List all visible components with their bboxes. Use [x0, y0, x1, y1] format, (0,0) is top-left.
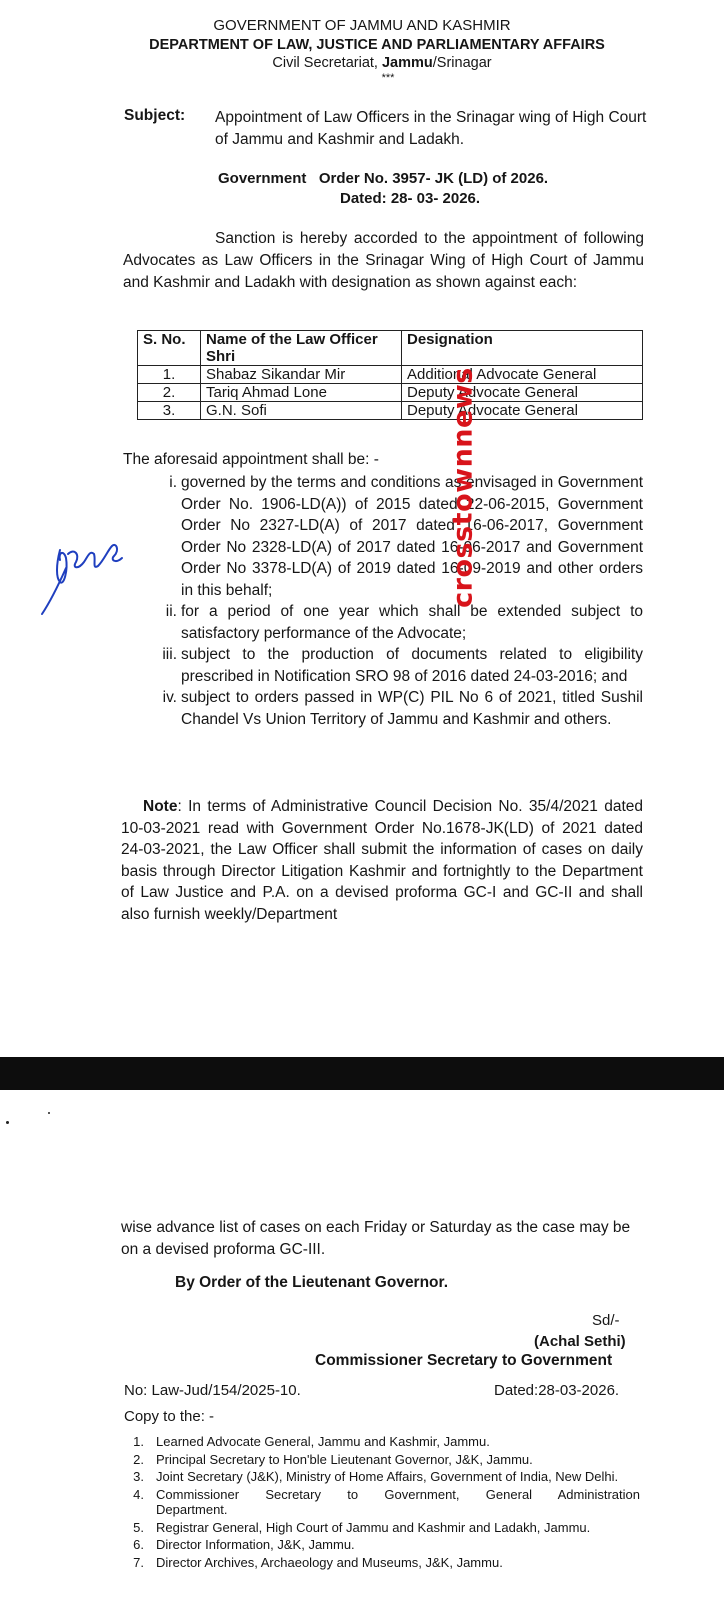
page-break-band: [0, 1057, 724, 1090]
note-paragraph: Note: In terms of Administrative Council Decision No. 35/4/2021 dated 10-03-2021 read with Government Order No.1678-JK(LD) of 2021 dated 24-03-2021, the Law Officer shall submit the information of cases on daily basis through Director Litigation Kashmir and fortnightly to the Department of Law Justice and P.A. on a devised proforma GC-I and GC-II and shall also furnish weekly/Department: [121, 798, 643, 923]
list-item: iii. subject to the production of documents related to eligibility prescribed in Notification SRO 98 of 2016 dated 24-03-2016; and: [162, 646, 643, 685]
department-header: DEPARTMENT OF LAW, JUSTICE AND PARLIAMENTARY AFFAIRS: [149, 37, 605, 53]
note-label: Note: [143, 798, 178, 815]
row-sno: 1.: [138, 366, 201, 384]
row-designation: Additional Advocate General: [402, 366, 643, 384]
list-item: 1. Learned Advocate General, Jammu and Kashmir, Jammu.: [133, 1434, 490, 1449]
signature-sd: Sd/-: [592, 1312, 620, 1329]
row-name: Tariq Ahmad Lone: [201, 384, 402, 402]
appointment-intro: The aforesaid appointment shall be: -: [123, 451, 379, 468]
list-item: 7. Director Archives, Archaeology and Museums, J&K, Jammu.: [133, 1554, 503, 1570]
table-row: [138, 366, 643, 384]
order-date: Dated: 28- 03- 2026.: [340, 190, 481, 207]
watermark: crosstownnews: [447, 367, 479, 608]
list-item: i. governed by the terms and conditions as envisaged in Government Order No. 1906-LD(A)) of 2015 dated 22-06-2015, Government Order No 2327-LD(A) of 2017 dated 16-06-2017, Government Order No 2328-LD(A) of 2017 dated 16-06-2017 and Government Order No 3378-LD(A) of 2019 dated 16-09-2019 and other orders in this behalf;: [169, 474, 643, 599]
signatory-designation: Commissioner Secretary to Government: [315, 1352, 613, 1369]
list-item: ii. for a period of one year which shall be extended subject to satisfactory performance of the Advocate;: [165, 603, 643, 642]
order-number: Government Order No. 3957- JK (LD) of 2026.: [218, 170, 549, 187]
row-name: Shabaz Sikandar Mir: [201, 366, 402, 384]
reference-date: Dated:28-03-2026.: [494, 1382, 620, 1399]
list-item: 5. Registrar General, High Court of Jammu and Kashmir and Ladakh, Jammu.: [133, 1519, 591, 1535]
subject-label: Subject:: [124, 107, 186, 124]
column-header-designation: Designation: [402, 331, 643, 366]
list-item: iv. subject to orders passed in WP(C) PIL No 6 of 2021, titled Sushil Chandel Vs Union Territory of Jammu and Kashmir and others.: [162, 689, 643, 728]
row-designation: Deputy Advocate General: [402, 384, 643, 402]
row-sno: 3.: [138, 402, 201, 420]
sanction-paragraph: Sanction is hereby accorded to the appointment of following Advocates as Law Officers in the Srinagar Wing of High Court of Jammu and Kashmir and Ladakh with designation as shown against each:: [123, 230, 644, 291]
copy-to-label: Copy to the: -: [124, 1408, 215, 1425]
list-item: 3. Joint Secretary (J&K), Ministry of Home Affairs, Government of India, New Delhi.: [133, 1469, 619, 1484]
scan-speck: [48, 1112, 50, 1114]
list-item: 6. Director Information, J&K, Jammu.: [133, 1537, 355, 1552]
by-order-line: By Order of the Lieutenant Governor.: [175, 1274, 449, 1291]
subject-text: Appointment of Law Officers in the Srinagar wing of High Court of Jammu and Kashmir and Ladakh.: [215, 109, 647, 148]
continuation-paragraph: wise advance list of cases on each Friday or Saturday as the case may be on a devised proforma GC-III.: [121, 1219, 631, 1258]
copy-to-list: [120, 1434, 640, 1572]
column-header-name: Name of the Law Officer Shri: [201, 331, 402, 366]
officers-table: [137, 330, 643, 420]
header-stars: ***: [381, 72, 395, 84]
scan-speck: [6, 1121, 9, 1124]
table-row: [138, 384, 643, 402]
government-header: GOVERNMENT OF JAMMU AND KASHMIR: [213, 17, 511, 34]
signatory-name: (Achal Sethi): [534, 1333, 626, 1350]
secretariat-line: Civil Secretariat, Jammu/Srinagar: [272, 55, 492, 71]
list-item: 2. Principal Secretary to Hon'ble Lieutenant Governor, J&K, Jammu.: [133, 1451, 533, 1467]
table-row: [138, 402, 643, 420]
table-header-row: [138, 331, 643, 366]
list-item: 4. Commissioner Secretary to Government, General Administration Department.: [133, 1486, 640, 1517]
row-name: G.N. Sofi: [201, 402, 402, 420]
row-sno: 2.: [138, 384, 201, 402]
handwritten-initials: [38, 510, 128, 620]
terms-list: [129, 472, 643, 730]
row-designation: Deputy Advocate General: [402, 402, 643, 420]
column-header-sno: S. No.: [138, 331, 201, 366]
reference-number: No: Law-Jud/154/2025-10.: [124, 1382, 301, 1399]
